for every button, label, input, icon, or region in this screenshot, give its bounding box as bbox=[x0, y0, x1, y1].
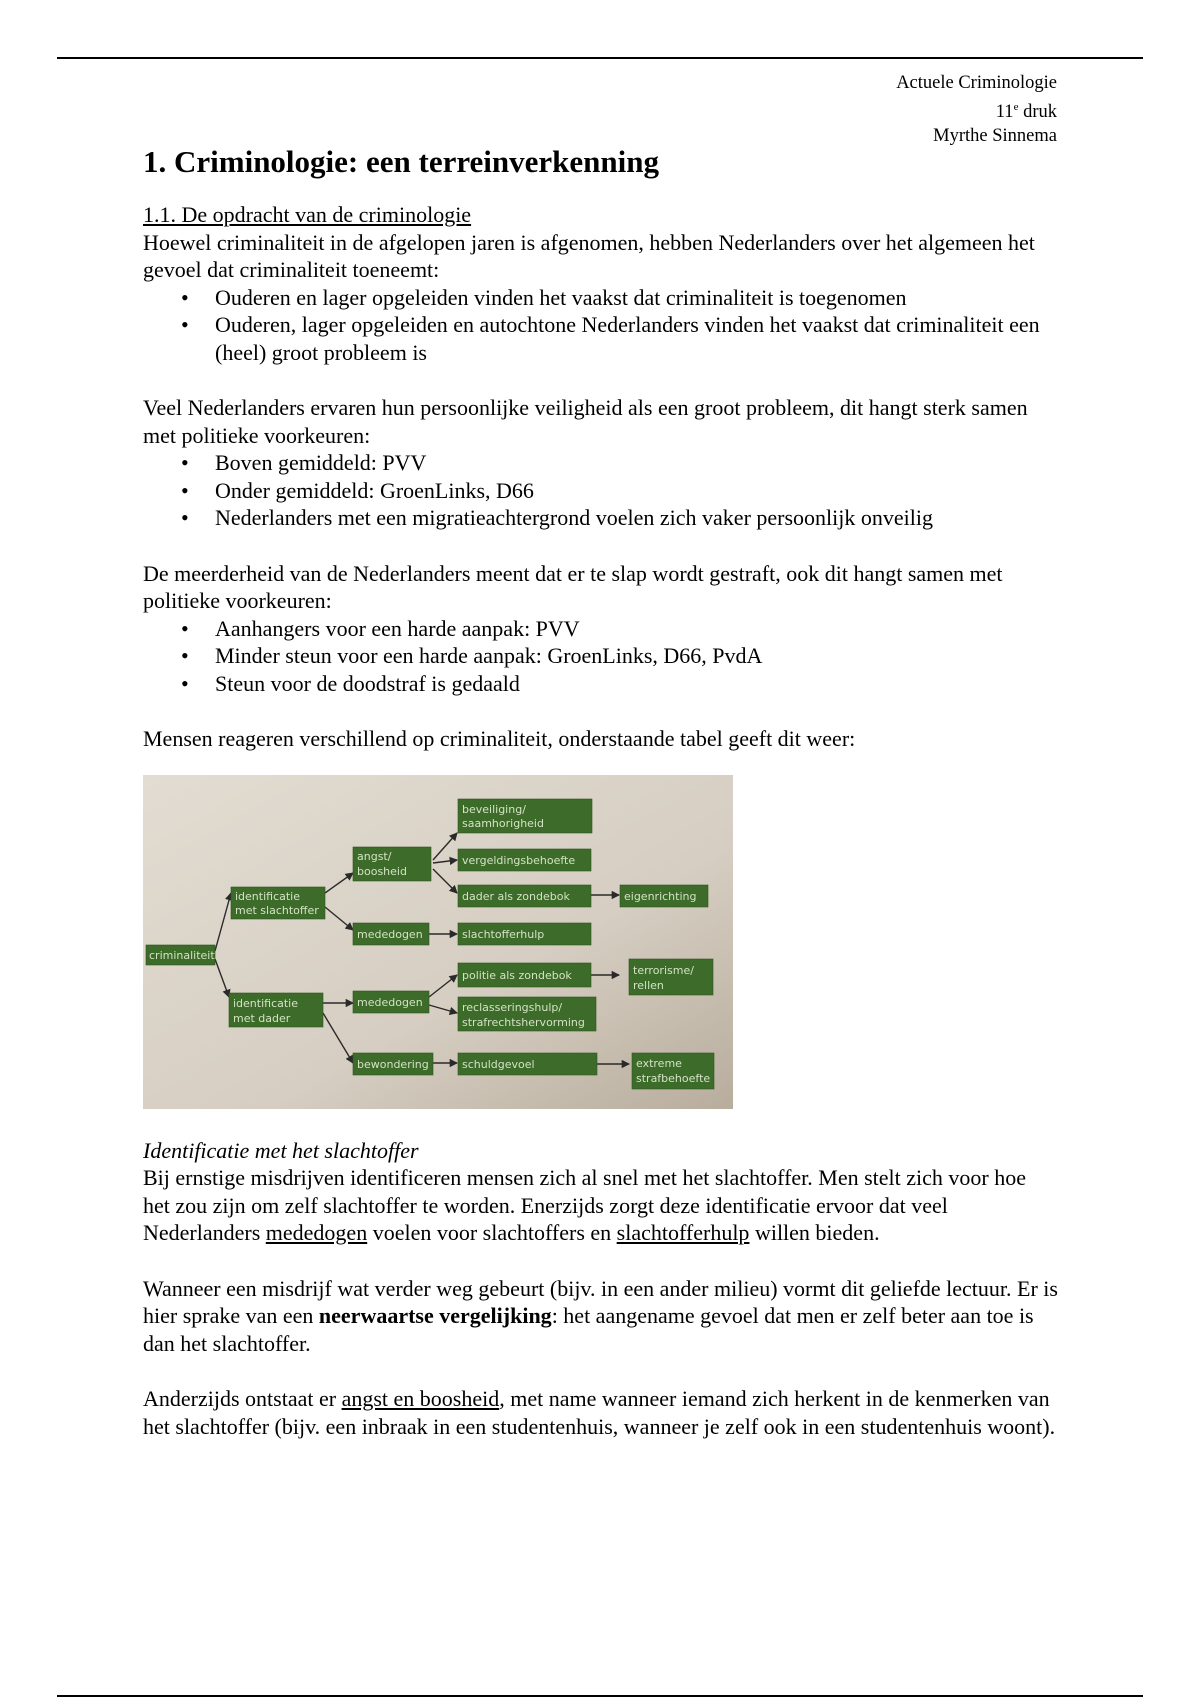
node-identificatie-slachtoffer-2: met slachtoffer bbox=[235, 903, 319, 917]
node-terrorisme-2: rellen bbox=[633, 978, 664, 992]
list-item: • Nederlanders met een migratieachtergrond voelen zich vaker persoonlijk onveilig bbox=[215, 504, 1058, 532]
node-angst: angst/ bbox=[357, 849, 392, 863]
node-beveiliging-2: saamhorigheid bbox=[462, 816, 544, 830]
node-angst-2: boosheid bbox=[357, 864, 407, 878]
reaction-diagram bbox=[143, 775, 733, 1109]
list-item: • Onder gemiddeld: GroenLinks, D66 bbox=[215, 477, 1058, 505]
list-item: • Boven gemiddeld: PVV bbox=[215, 449, 1058, 477]
paragraph-4: Mensen reageren verschillend op criminaliteit, onderstaande tabel geeft dit weer: bbox=[143, 726, 856, 751]
node-reclassering: reclasseringshulp/ bbox=[462, 1000, 563, 1014]
edition-number: 11 bbox=[995, 102, 1014, 123]
sub-heading: Identificatie met het slachtoffer bbox=[143, 1137, 419, 1163]
top-rule bbox=[57, 57, 1143, 59]
list-item: • Minder steun voor een harde aanpak: GroenLinks, D66, PvdA bbox=[215, 642, 1058, 670]
node-criminaliteit: criminaliteit bbox=[149, 948, 215, 962]
bullet-list-1 bbox=[143, 284, 1058, 367]
header-edition bbox=[896, 95, 1057, 124]
node-extreme-2: strafbehoefte bbox=[636, 1071, 711, 1085]
header-author: Myrthe Sinnema bbox=[933, 126, 1057, 147]
section-title: 1.1. De opdracht van de criminologie bbox=[143, 202, 472, 227]
term-mededogen: mededogen bbox=[265, 1220, 368, 1245]
list-item: • Steun voor de doodstraf is gedaald bbox=[215, 670, 1058, 698]
page-header bbox=[896, 71, 1057, 148]
paragraph-6: Wanneer een misdrijf wat verder weg gebeurt (bijv. in een ander milieu) vormt dit geliefde lectuur. Er is hier sprake van een neerwaartse vergelijking: het aangename gevoel dat men er zelf beter aan toe is dan het slachtoffer. bbox=[143, 1275, 1058, 1356]
bullet-list-2 bbox=[143, 449, 1058, 532]
node-identificatie-dader-2: met dader bbox=[233, 1011, 291, 1025]
node-politie-zondebok: politie als zondebok bbox=[462, 968, 572, 982]
bullet-list-3 bbox=[143, 615, 1058, 698]
bottom-rule bbox=[57, 1695, 1143, 1697]
node-identificatie-slachtoffer: identificatie bbox=[235, 889, 301, 903]
list-item: • Ouderen en lager opgeleiden vinden het vaakst dat criminaliteit is toegenomen bbox=[215, 284, 1058, 312]
node-extreme: extreme bbox=[636, 1056, 682, 1070]
list-item: • Ouderen, lager opgeleiden en autochtone Nederlanders vinden het vaakst dat criminaliteit een (heel) groot probleem is bbox=[215, 311, 1058, 366]
node-beveiliging: beveiliging/ bbox=[462, 802, 526, 816]
node-reclassering-2: strafrechtshervorming bbox=[462, 1015, 585, 1029]
node-vergelding: vergeldingsbehoefte bbox=[462, 853, 576, 867]
list-item: • Aanhangers voor een harde aanpak: PVV bbox=[215, 615, 1058, 643]
node-eigenrichting: eigenrichting bbox=[624, 889, 697, 903]
node-slachtofferhulp: slachtofferhulp bbox=[462, 927, 545, 941]
node-schuldgevoel: schuldgevoel bbox=[462, 1057, 535, 1071]
term-slachtofferhulp: slachtofferhulp bbox=[616, 1220, 750, 1245]
node-dader-zondebok: dader als zondebok bbox=[462, 889, 570, 903]
paragraph-3: De meerderheid van de Nederlanders meent dat er te slap wordt gestraft, ook dit hangt samen met politieke voorkeuren: bbox=[143, 560, 1003, 613]
edition-word: druk bbox=[1018, 102, 1057, 123]
node-bewondering: bewondering bbox=[357, 1057, 429, 1071]
node-mededogen-b: mededogen bbox=[357, 995, 423, 1009]
paragraph-5: Bij ernstige misdrijven identificeren mensen zich al snel met het slachtoffer. Men stelt zich voor hoe het zou zijn om zelf slachtoffer te worden. Enerzijds zorgt deze identificatie ervoor dat veel Nederlanders mededogen voelen voor slachtoffers en slachtofferhulp willen bieden. bbox=[143, 1165, 1026, 1245]
paragraph-2: Veel Nederlanders ervaren hun persoonlijke veiligheid als een groot probleem, dit hangt sterk samen met politieke voorkeuren: bbox=[143, 395, 1028, 448]
edition-suffix: e bbox=[1013, 101, 1019, 113]
term-angst-boosheid: angst en boosheid bbox=[341, 1386, 500, 1411]
node-identificatie-dader: identificatie bbox=[233, 996, 299, 1010]
term-neerwaartse-vergelijking: neerwaartse vergelijking bbox=[318, 1303, 552, 1328]
node-mededogen-a: mededogen bbox=[357, 927, 423, 941]
paragraph-7: Anderzijds ontstaat er angst en boosheid, met name wanneer iemand zich herkent in de kenmerken van het slachtoffer (bijv. een inbraak in een studentenhuis, wanneer je zelf ook in een studentenhuis woont). bbox=[143, 1386, 1056, 1439]
chapter-title: 1. Criminologie: een terreinverkenning bbox=[143, 144, 660, 179]
document-body bbox=[143, 142, 1058, 1440]
paragraph-1: Hoewel criminaliteit in de afgelopen jaren is afgenomen, hebben Nederlanders over het algemeen het gevoel dat criminaliteit toeneemt: bbox=[143, 229, 1035, 282]
header-book: Actuele Criminologie bbox=[896, 73, 1057, 93]
node-terrorisme: terrorisme/ bbox=[633, 963, 694, 977]
